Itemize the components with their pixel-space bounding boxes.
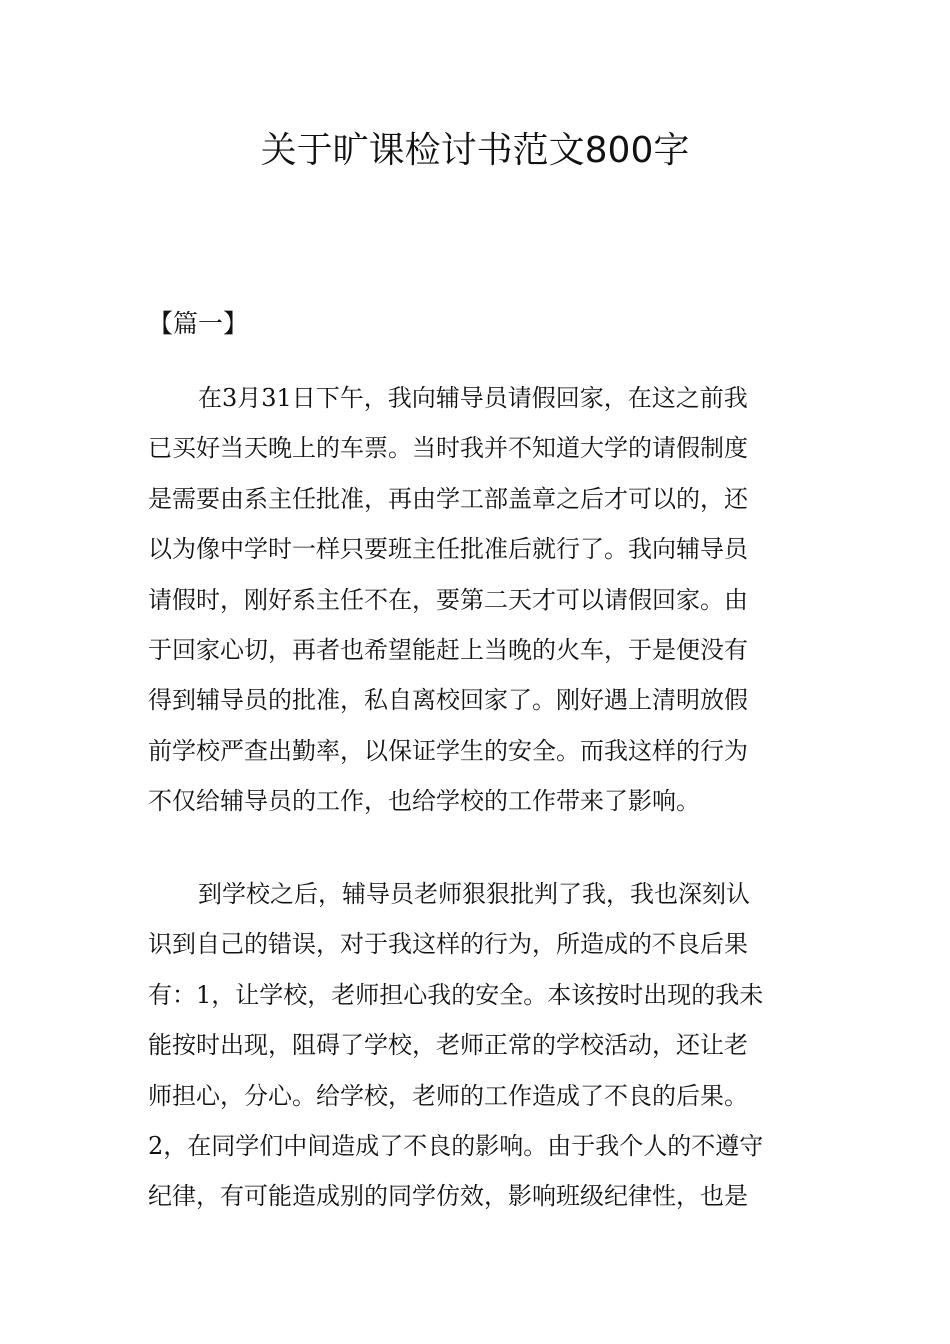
text-line: 2，在同学们中间造成了不良的影响。由于我个人的不遵守 xyxy=(148,1131,764,1160)
paragraph-2 xyxy=(148,869,810,1222)
text-line: 于回家心切，再者也希望能赶上当晚的火车，于是便没有 xyxy=(148,635,748,664)
document-title: 关于旷课检讨书范文800字 xyxy=(260,130,690,171)
text-line: 在3月31日下午，我向辅导员请假回家，在这之前我 xyxy=(198,384,748,412)
text-line: 已买好当天晚上的车票。当时我并不知道大学的请假制度 xyxy=(148,434,748,463)
text-line: 识到自己的错误，对于我这样的行为，所造成的不良后果 xyxy=(148,930,748,959)
paragraph-1 xyxy=(148,373,810,827)
text-line: 到学校之后，辅导员老师狠狠批判了我，我也深刻认 xyxy=(198,880,750,908)
section-heading: 【篇一】 xyxy=(148,309,249,338)
text-line: 能按时出现，阻碍了学校，老师正常的学校活动，还让老 xyxy=(148,1031,748,1060)
text-line: 师担心，分心。给学校，老师的工作造成了不良的后果。 xyxy=(148,1081,748,1110)
text-line: 以为像中学时一样只要班主任批准后就行了。我向辅导员 xyxy=(148,535,748,564)
text-line: 得到辅导员的批准，私自离校回家了。刚好遇上清明放假 xyxy=(148,686,748,715)
text-line: 不仅给辅导员的工作，也给学校的工作带来了影响。 xyxy=(148,787,700,816)
text-line: 是需要由系主任批准，再由学工部盖章之后才可以的，还 xyxy=(148,484,748,513)
text-line: 纪律，有可能造成别的同学仿效，影响班级纪律性，也是 xyxy=(148,1182,748,1211)
text-line: 有：1，让学校，老师担心我的安全。本该按时出现的我未 xyxy=(148,980,764,1009)
text-line: 前学校严查出勤率，以保证学生的安全。而我这样的行为 xyxy=(148,736,748,765)
text-line: 请假时，刚好系主任不在，要第二天才可以请假回家。由 xyxy=(148,585,748,614)
